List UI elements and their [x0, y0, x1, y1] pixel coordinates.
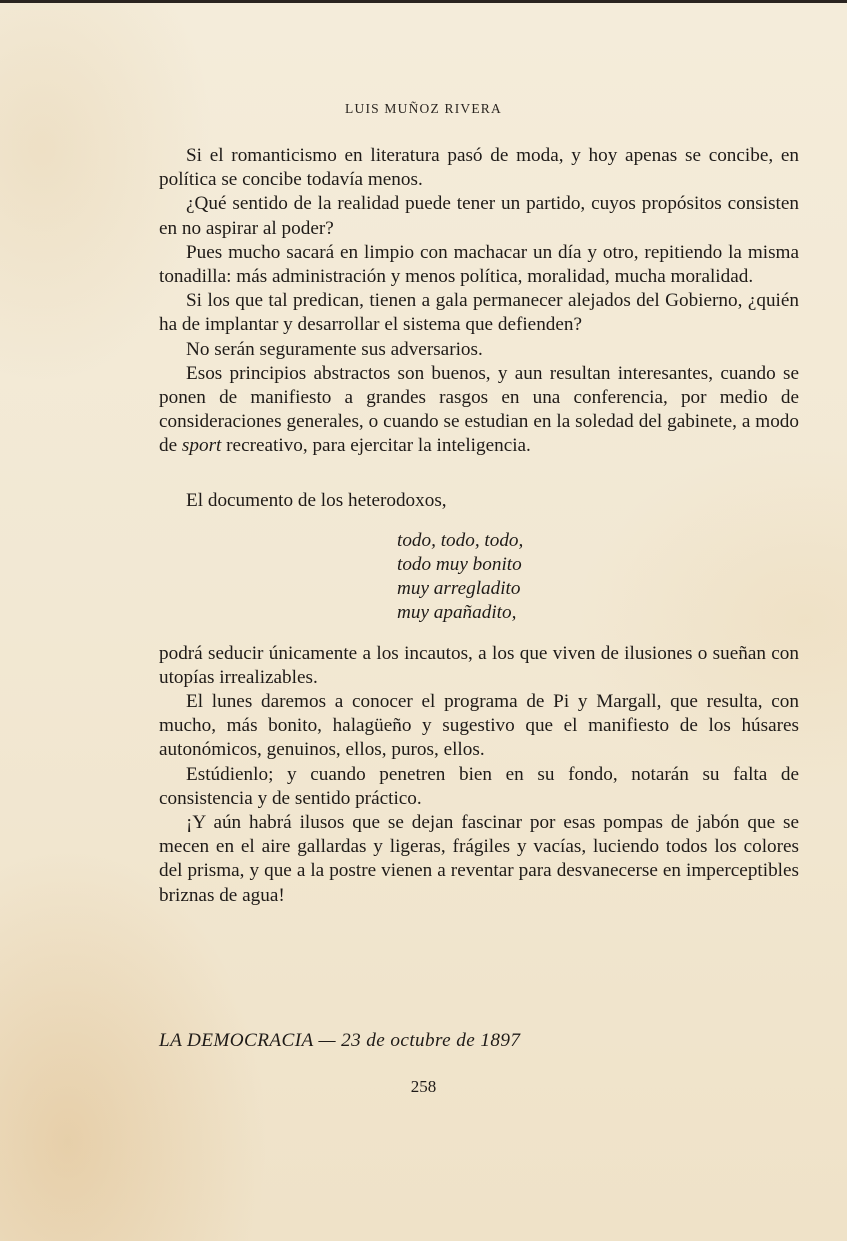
paragraph-text: Esos principios abstractos son buenos, y aun resultan interesantes, cuando se ponen de manifiesto a grandes rasgos en una conferencia, por medio de consideraciones generales, o cuando se estudian en la soledad del gabinete, a modo de: [159, 362, 799, 457]
paragraph: Si el romanticismo en literatura pasó de moda, y hoy apenas se concibe, en política se concibe todavía menos.: [159, 145, 799, 191]
paragraph: Estúdienlo; y cuando penetren bien en su fondo, notarán su falta de consistencia y de sentido práctico.: [159, 763, 799, 809]
page-number: 258: [410, 1077, 437, 1096]
article-body: [159, 144, 799, 908]
top-edge-rule: [0, 0, 847, 3]
verse-block: [397, 529, 799, 626]
paragraph: El lunes daremos a conocer el programa de Pi y Margall, que resulta, con mucho, más bonito, halagüeño y sugestivo que el manifiesto de los húsares autonómicos, genuinos, ellos, puros, ellos.: [159, 691, 799, 761]
continuation-paragraph: podrá seducir únicamente a los incautos, a los que viven de ilusiones o sueñan con utopías irrealizables.: [159, 642, 799, 688]
italic-word: sport: [181, 435, 222, 457]
paragraph: Pues mucho sacará en limpio con machacar un día y otro, repitiendo la misma tonadilla: más administración y menos política, moralidad, mucha moralidad.: [159, 241, 799, 288]
paragraph: ¿Qué sentido de la realidad puede tener un partido, cuyos propósitos consisten en no aspirar al poder?: [159, 193, 799, 239]
paragraph-sport: [159, 362, 799, 459]
verse-line: muy arregladito: [397, 578, 521, 600]
source-signature: LA DEMOCRACIA — 23 de octubre de 1897: [159, 1030, 521, 1051]
section-gap: [159, 459, 799, 489]
document-intro: El documento de los heterodoxos,: [186, 489, 447, 511]
paragraph-text: recreativo, para ejercitar la inteligencia.: [221, 435, 531, 457]
after-verse: [159, 642, 799, 908]
paragraph: ¡Y aún habrá ilusos que se dejan fascinar por esas pompas de jabón que se mecen en el aire gallardas y ligeras, frágiles y vacías, luciendo todos los colores del prisma, y que a la postre vienen a reventar para desvanecerse en imperceptibles briznas de agua!: [159, 812, 799, 906]
verse-line: muy apañadito,: [397, 602, 517, 624]
paragraph: Si los que tal predican, tienen a gala permanecer alejados del Gobierno, ¿quién ha de implantar y desarrollar el sistema que defienden?: [159, 290, 799, 336]
verse-line: todo muy bonito: [397, 554, 522, 576]
verse-line: todo, todo, todo,: [397, 529, 524, 551]
running-header: LUIS MUÑOZ RIVERA: [345, 101, 502, 116]
paragraph: No serán seguramente sus adversarios.: [186, 338, 483, 360]
